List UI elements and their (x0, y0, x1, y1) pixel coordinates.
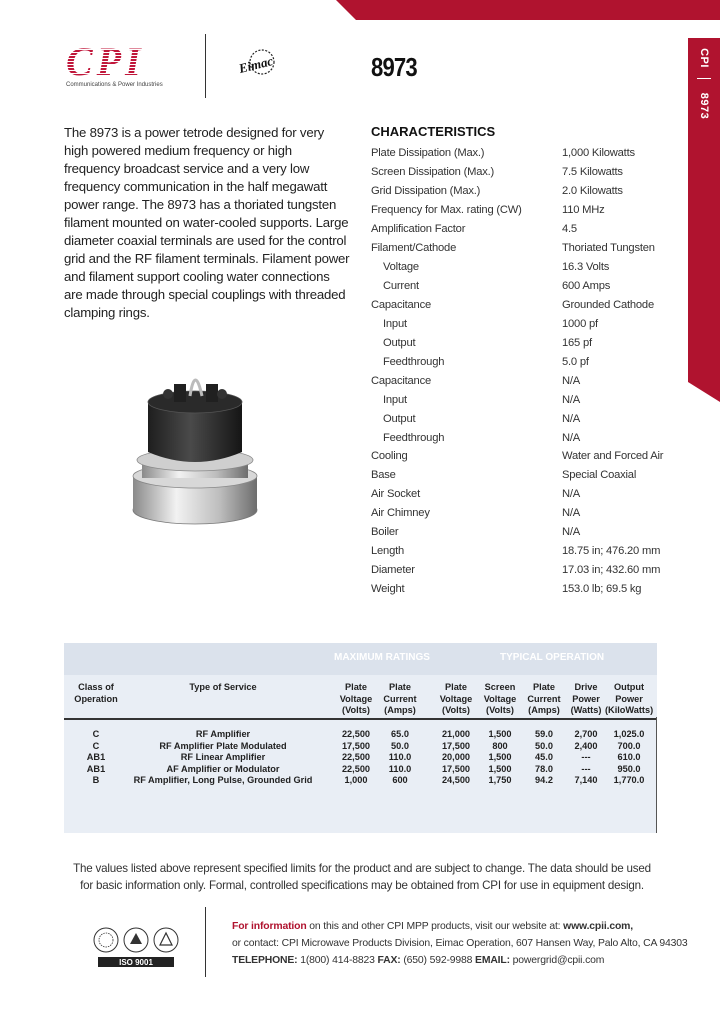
cell-typ-plate-current: 59.0 (535, 729, 553, 739)
header-typ-plate-current: Plate Current (Amps) (527, 682, 561, 715)
cell-typ-output-power: 1,770.0 (613, 775, 645, 786)
eimac-logo-text: Eimac (237, 53, 275, 77)
side-tab-divider (697, 78, 711, 79)
cell-typ-plate-voltage: 17,500 (441, 740, 471, 751)
characteristic-label: Air Socket (371, 488, 420, 501)
characteristic-label: Boiler (371, 526, 399, 539)
characteristic-value: 17.03 in; 432.60 mm (562, 564, 661, 577)
characteristic-value: N/A (562, 488, 581, 501)
characteristic-row (371, 561, 671, 580)
characteristic-row (371, 239, 671, 258)
table-row (64, 752, 657, 764)
characteristic-value: 153.0 lb; 69.5 kg (562, 583, 642, 596)
characteristic-row (371, 371, 671, 390)
characteristic-label: Voltage (383, 261, 419, 274)
characteristic-row (371, 466, 671, 485)
characteristic-label: Diameter (371, 564, 415, 577)
cell-typ-screen-voltage: 1,750 (488, 775, 512, 786)
cell-service: RF Amplifier Plate Modulated (159, 740, 287, 751)
header-max-plate-current: Plate Current (Amps) (383, 682, 417, 715)
cell-typ-drive-power: --- (581, 763, 591, 774)
cell-typ-plate-current: 45.0 (535, 752, 553, 763)
cell-typ-plate-voltage: 20,000 (441, 752, 471, 763)
cell-service: AF Amplifier or Modulator (166, 763, 280, 774)
ratings-header-row (64, 682, 657, 718)
footer-address-line: or contact: CPI Microwave Products Division, Eimac Operation, 607 Hansen Way, Palo Alto, CA 94303 (232, 938, 688, 949)
characteristic-value: N/A (562, 526, 581, 539)
website-link[interactable]: www.cpii.com, (563, 921, 633, 932)
cell-typ-output-power: 610.0 (617, 752, 641, 763)
characteristic-row (371, 428, 671, 447)
characteristic-row (371, 182, 671, 201)
cell-typ-drive-power: 2,700 (574, 729, 598, 739)
characteristic-label: Capacitance (371, 298, 431, 311)
cell-typ-plate-current: 50.0 (535, 740, 553, 751)
characteristic-value: 110 MHz (562, 204, 605, 217)
cell-class: AB1 (86, 763, 106, 774)
cell-class: AB1 (86, 752, 106, 763)
cell-typ-screen-voltage: 1,500 (488, 763, 512, 774)
header-typ-screen-voltage: Screen Voltage (Volts) (483, 682, 517, 715)
footnote: The values listed above represent specified limits for the product and are subject to change. The data should be used for basic information only. Formal, controlled specifications may be obtained from CPI for use in equipment design. (73, 862, 651, 892)
cell-typ-plate-voltage: 17,500 (441, 763, 471, 774)
characteristic-value: Thoriated Tungsten (562, 242, 655, 255)
side-tab (688, 38, 720, 382)
cell-max-plate-voltage: 22,500 (341, 729, 371, 739)
cell-typ-output-power: 950.0 (617, 763, 641, 774)
characteristic-row (371, 296, 671, 315)
characteristic-label: Grid Dissipation (Max.) (371, 185, 481, 198)
characteristic-label: Frequency for Max. rating (CW) (371, 204, 522, 217)
characteristic-label: Plate Dissipation (Max.) (371, 147, 485, 160)
characteristic-value: Special Coaxial (562, 469, 637, 482)
characteristic-row (371, 163, 671, 182)
cell-max-plate-voltage: 22,500 (341, 752, 371, 763)
characteristic-row (371, 447, 671, 466)
characteristic-label: Air Chimney (371, 507, 430, 520)
characteristic-row (371, 352, 671, 371)
side-tab-model: 8973 (698, 92, 710, 120)
cell-typ-drive-power: --- (581, 752, 591, 763)
cell-max-plate-current: 110.0 (388, 763, 412, 774)
cell-typ-output-power: 1,025.0 (613, 729, 645, 739)
product-photo (120, 360, 270, 540)
header-max-plate-voltage: Plate Voltage (Volts) (339, 682, 373, 715)
cell-max-plate-current: 110.0 (388, 752, 412, 763)
characteristic-row (371, 144, 671, 163)
header-typ-drive-power: Drive Power (Watts) (570, 682, 602, 715)
ratings-rows (64, 729, 657, 787)
characteristic-label: Current (383, 280, 419, 293)
cell-service: RF Linear Amplifier (180, 752, 266, 763)
characteristic-row (371, 314, 671, 333)
characteristic-label: Feedthrough (383, 431, 445, 444)
footer-phone-line (232, 952, 652, 969)
fax-label: FAX: (377, 955, 401, 966)
cell-typ-drive-power: 2,400 (574, 740, 598, 751)
cell-service: RF Amplifier (195, 729, 251, 739)
email-link[interactable]: powergrid@cpii.com (509, 955, 605, 966)
iso-certification-text: ISO 9001 (119, 958, 153, 967)
characteristic-value: 1000 pf (562, 317, 598, 330)
header-typ-output-power: Output Power (KiloWatts) (605, 682, 654, 715)
cell-max-plate-current: 600 (392, 775, 408, 786)
cell-max-plate-voltage: 17,500 (341, 740, 371, 751)
characteristic-row (371, 580, 671, 599)
characteristic-label: Screen Dissipation (Max.) (371, 166, 495, 179)
telephone-label: TELEPHONE: (232, 955, 298, 966)
table-row (64, 729, 657, 741)
characteristic-label: Capacitance (371, 374, 431, 387)
table-row (64, 764, 657, 776)
characteristic-label: Feedthrough (383, 355, 445, 368)
side-tab-corner (688, 382, 720, 402)
cell-class: C (92, 740, 100, 751)
characteristic-value: 1,000 Kilowatts (562, 147, 635, 160)
fax-number: (650) 592-9988 (400, 955, 476, 966)
characteristic-label: Cooling (371, 450, 408, 463)
characteristic-value: 18.75 in; 476.20 mm (562, 545, 661, 558)
cell-typ-screen-voltage: 800 (492, 740, 508, 751)
characteristic-label: Input (383, 317, 407, 330)
email-label: EMAIL: (475, 955, 510, 966)
group-label-typical-operation: TYPICAL OPERATION (500, 652, 605, 663)
cell-max-plate-current: 50.0 (391, 740, 409, 751)
characteristic-value: N/A (562, 412, 581, 425)
characteristic-value: N/A (562, 507, 581, 520)
characteristic-label: Length (371, 545, 405, 558)
characteristic-row (371, 258, 671, 277)
cell-class: B (92, 775, 100, 786)
header-divider (205, 34, 206, 98)
cell-max-plate-voltage: 1,000 (344, 775, 368, 786)
cell-typ-screen-voltage: 1,500 (488, 729, 512, 739)
header-typ-plate-voltage: Plate Voltage (Volts) (439, 682, 473, 715)
cell-max-plate-current: 65.0 (391, 729, 409, 739)
characteristic-row (371, 333, 671, 352)
eimac-logo (236, 44, 284, 80)
characteristic-value: Water and Forced Air (562, 450, 664, 463)
cell-typ-plate-current: 94.2 (535, 775, 553, 786)
cell-typ-plate-current: 78.0 (535, 763, 553, 774)
top-band (356, 0, 720, 20)
telephone-number: 1(800) 414-8823 (297, 955, 378, 966)
top-band-corner (336, 0, 356, 20)
cell-typ-output-power: 700.0 (617, 740, 641, 751)
cpi-logo (66, 39, 176, 90)
footer-contact (232, 918, 688, 969)
side-tab-brand: CPI (698, 48, 710, 68)
cell-typ-drive-power: 7,140 (574, 775, 598, 786)
characteristic-value: 7.5 Kilowatts (562, 166, 623, 179)
product-description: The 8973 is a power tetrode designed for very high powered medium frequency or high frequency broadcast service and a very low frequency communication in the half megawatt power range. The 8973 has a thoriated tungsten filament mounted on water-cooled supports. Large diameter coaxial terminals are used for the control grid and the RF filament terminals. Filament power and filament support cooling water connections are made through special couplings with threaded clamping rings. (64, 125, 350, 320)
characteristic-row (371, 542, 671, 561)
ratings-header-rule (64, 718, 657, 720)
characteristic-value: N/A (562, 393, 581, 406)
footer-info-lead: For information (232, 921, 307, 932)
characteristic-value: 16.3 Volts (562, 261, 610, 274)
iso-certification-badge (92, 920, 188, 972)
characteristics-title: CHARACTERISTICS (371, 124, 496, 139)
cell-typ-screen-voltage: 1,500 (488, 752, 512, 763)
characteristic-label: Amplification Factor (371, 223, 466, 236)
characteristic-row (371, 390, 671, 409)
characteristic-label: Output (383, 336, 416, 349)
characteristic-row (371, 504, 671, 523)
table-row (64, 741, 657, 753)
characteristic-value: 4.5 (562, 223, 577, 236)
characteristic-value: 165 pf (562, 336, 592, 349)
footer-info-rest: on this and other CPI MPP products, visit our website at: (306, 921, 564, 932)
cell-class: C (92, 729, 100, 739)
header-class: Class of Operation (74, 682, 118, 704)
characteristic-value: Grounded Cathode (562, 298, 654, 311)
cpi-logo-letters: CPI (66, 44, 176, 80)
group-label-maximum-ratings: MAXIMUM RATINGS (334, 652, 430, 663)
characteristic-row (371, 485, 671, 504)
characteristic-value: 5.0 pf (562, 355, 589, 368)
cpi-logo-tagline: Communications & Power Industries (66, 82, 163, 88)
characteristic-label: Input (383, 393, 407, 406)
characteristics-list (371, 144, 671, 599)
table-row (64, 775, 657, 787)
characteristic-value: N/A (562, 431, 581, 444)
header-service: Type of Service (189, 682, 257, 692)
characteristic-value: 2.0 Kilowatts (562, 185, 623, 198)
cell-typ-plate-voltage: 21,000 (441, 729, 471, 739)
characteristic-label: Weight (371, 583, 405, 596)
footer-divider (205, 907, 206, 977)
characteristic-value: 600 Amps (562, 280, 611, 293)
cell-max-plate-voltage: 22,500 (341, 763, 371, 774)
characteristic-row (371, 523, 671, 542)
characteristic-row (371, 201, 671, 220)
cell-service: RF Amplifier, Long Pulse, Grounded Grid (133, 775, 313, 786)
characteristic-row (371, 220, 671, 239)
footer-info-line (232, 918, 652, 935)
characteristic-row (371, 409, 671, 428)
characteristic-row (371, 277, 671, 296)
characteristic-label: Base (371, 469, 396, 482)
cell-typ-plate-voltage: 24,500 (441, 775, 471, 786)
characteristic-label: Filament/Cathode (371, 242, 457, 255)
characteristic-value: N/A (562, 374, 581, 387)
page-title: 8973 (371, 52, 417, 82)
characteristic-label: Output (383, 412, 416, 425)
